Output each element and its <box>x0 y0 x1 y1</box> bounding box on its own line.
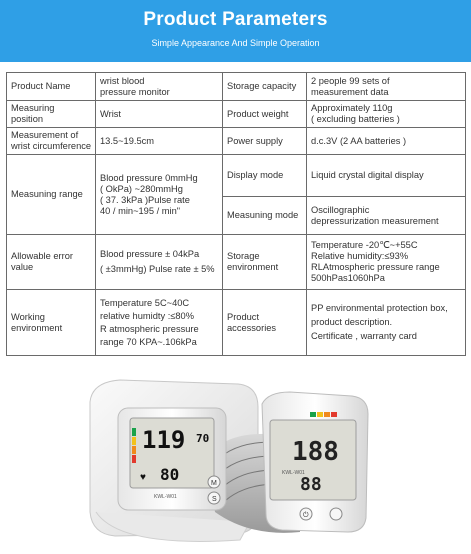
measuring-mode-value: Oscillographic depressurization measurement <box>307 197 466 235</box>
allowable-error-value: Blood pressure ± 04kPa ( ±3mmHg) Pulse rate ± 5% <box>96 235 223 290</box>
table-row <box>7 290 466 356</box>
product-name-label: Product Name <box>7 73 96 101</box>
table-row <box>7 155 466 197</box>
table-row <box>7 128 466 155</box>
brand-label: KWL-W01 <box>154 494 177 500</box>
parameters-table <box>6 72 466 356</box>
storage-environment-value: Temperature -20℃~+55C Relative humidity:≤93% RLAtmospheric pressure range 500hPas1060hPa <box>307 235 466 290</box>
power-supply-label: Power supply <box>223 128 307 155</box>
storage-environment-label: Storage environment <box>223 235 307 290</box>
table-row <box>7 235 466 290</box>
product-name-value: wrist blood pressure monitor <box>96 73 223 101</box>
storage-capacity-label: Storage capacity <box>223 73 307 101</box>
measuring-mode-label: Measuning mode <box>223 197 307 235</box>
diastolic-reading: 80 <box>160 465 180 484</box>
working-environment-label: Working environment <box>7 290 96 356</box>
banner-header <box>0 0 471 62</box>
measuring-position-value: Wrist <box>96 101 223 128</box>
storage-capacity-value: 2 people 99 sets of measurement data <box>307 73 466 101</box>
wrist-circumference-label: Measurement of wrist circumference <box>7 128 96 155</box>
mode-button[interactable] <box>330 508 342 520</box>
wrist-circumference-value: 13.5~19.5cm <box>96 128 223 155</box>
product-accessories-value: PP environmental protection box, product description. Certificate , warranty card <box>307 290 466 356</box>
measuring-range-label: Measuning range <box>7 155 96 235</box>
blood-pressure-monitors-illustration <box>0 362 471 554</box>
pulse-reading: 70 <box>196 432 210 445</box>
page-subtitle: Simple Appearance And Simple Operation <box>151 38 320 48</box>
svg-text:M: M <box>211 480 217 487</box>
systolic-reading: 188 <box>292 437 339 467</box>
working-environment-value: Temperature 5C~40C relative humidty :≤80% R atmospheric pressure range 70 KPA~.106kPa <box>96 290 223 356</box>
display-mode-label: Display mode <box>223 155 307 197</box>
svg-text:S: S <box>212 496 217 503</box>
power-icon: ⏻ <box>303 512 309 519</box>
diastolic-reading: 88 <box>300 474 322 495</box>
table-row <box>7 73 466 101</box>
measuring-range-value: Blood pressure 0mmHg ( OkPa) ~280mmHg ( 37. 3kPa )Pulse rate 40 / min~195 / min" <box>96 155 223 235</box>
product-photo <box>0 362 471 554</box>
brand-label: KWL-W01 <box>282 470 305 476</box>
product-weight-label: Product weight <box>223 101 307 128</box>
power-supply-value: d.c.3V (2 AA batteries ) <box>307 128 466 155</box>
heart-icon: ♥ <box>140 472 146 483</box>
left-monitor <box>118 408 226 510</box>
product-weight-value: Approximately 110g ( excluding batteries ) <box>307 101 466 128</box>
product-accessories-label: Product accessories <box>223 290 307 356</box>
page-title: Product Parameters <box>143 9 328 30</box>
systolic-reading: 119 <box>142 426 186 454</box>
measuring-position-label: Measuring position <box>7 101 96 128</box>
table-row <box>7 101 466 128</box>
right-monitor <box>262 392 368 532</box>
display-mode-value: Liquid crystal digital display <box>307 155 466 197</box>
allowable-error-label: Allowable error value <box>7 235 96 290</box>
